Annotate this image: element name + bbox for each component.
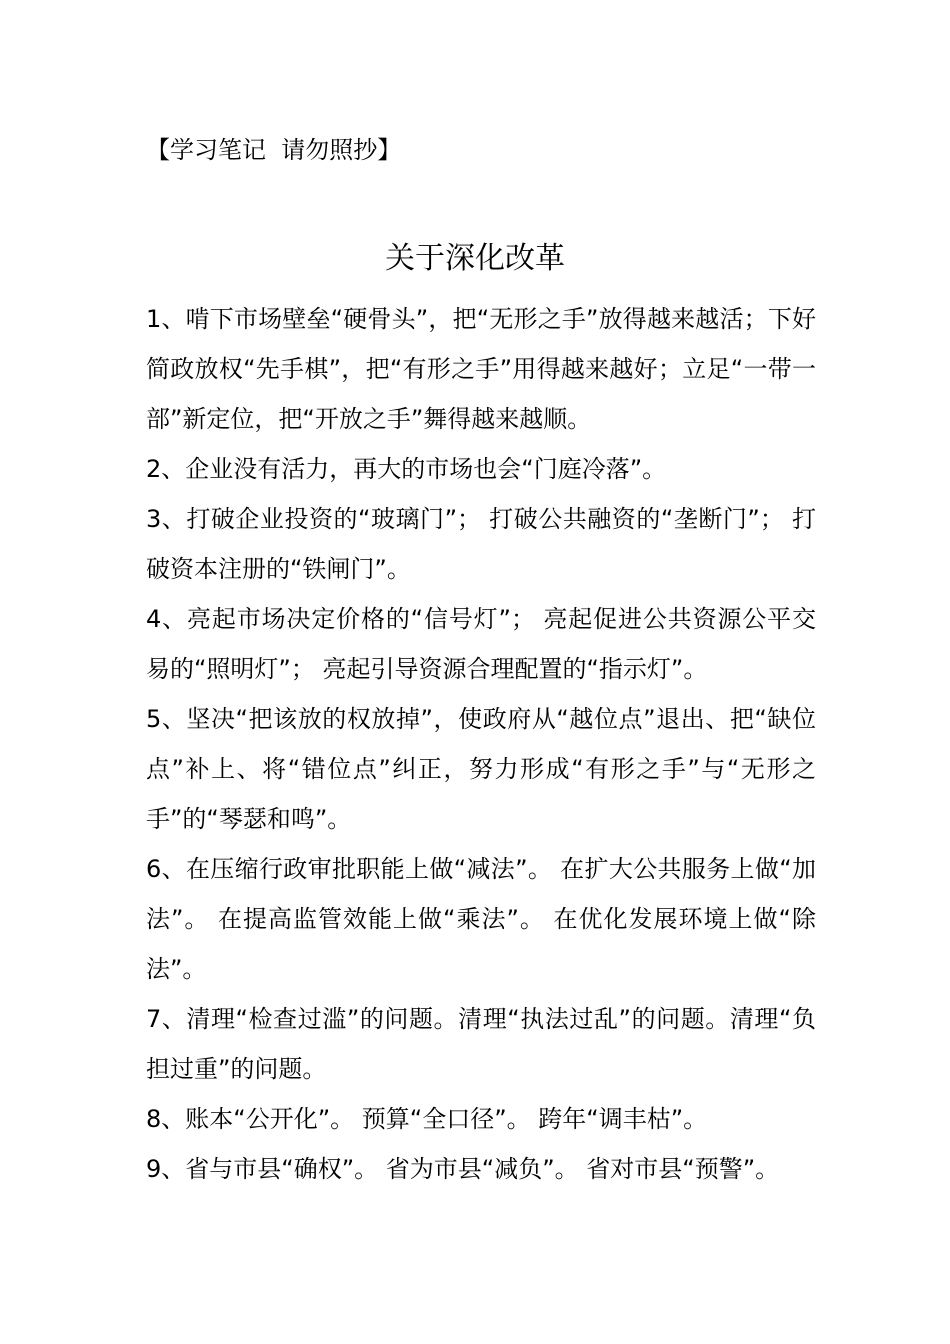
paragraph-8: 8、账本“公开化”。 预算“全口径”。 跨年“调丰枯”。 xyxy=(146,1105,708,1133)
paragraph-7: 7、清理“检查过滥”的问题。清理“执法过乱”的问题。清理“负担过重”的问题。 xyxy=(146,1005,816,1083)
document-body xyxy=(146,294,816,1194)
paragraph-2: 2、企业没有活力，再大的市场也会“门庭冷落”。 xyxy=(146,455,667,483)
paragraph-1: 1、啃下市场壁垒“硬骨头”，把“无形之手”放得越来越活；下好简政放权“先手棋”，把“有形之手”用得越来越好；立足“一带一部”新定位，把“开放之手”舞得越来越顺。 xyxy=(146,305,816,433)
paragraph-4: 4、亮起市场决定价格的“信号灯”； 亮起促进公共资源公平交易的“照明灯”； 亮起引导资源合理配置的“指示灯”。 xyxy=(146,605,816,683)
paragraph-5: 5、坚决“把该放的权放掉”，使政府从“越位点”退出、把“缺位点”补上、将“错位点”纠正，努力形成“有形之手”与“无形之手”的“琴瑟和鸣”。 xyxy=(146,705,816,833)
study-note-header: 【学习笔记 请勿照抄】 xyxy=(146,136,402,164)
paragraph-6: 6、在压缩行政审批职能上做“减法”。 在扩大公共服务上做“加法”。 在提高监管效能上做“乘法”。 在优化发展环境上做“除法”。 xyxy=(146,855,816,983)
page-title: 关于深化改革 xyxy=(385,241,565,276)
paragraph-9: 9、省与市县“确权”。 省为市县“减负”。 省对市县“预警”。 xyxy=(146,1155,780,1183)
paragraph-3: 3、打破企业投资的“玻璃门”； 打破公共融资的“垄断门”； 打破资本注册的“铁闸门”。 xyxy=(146,505,816,583)
